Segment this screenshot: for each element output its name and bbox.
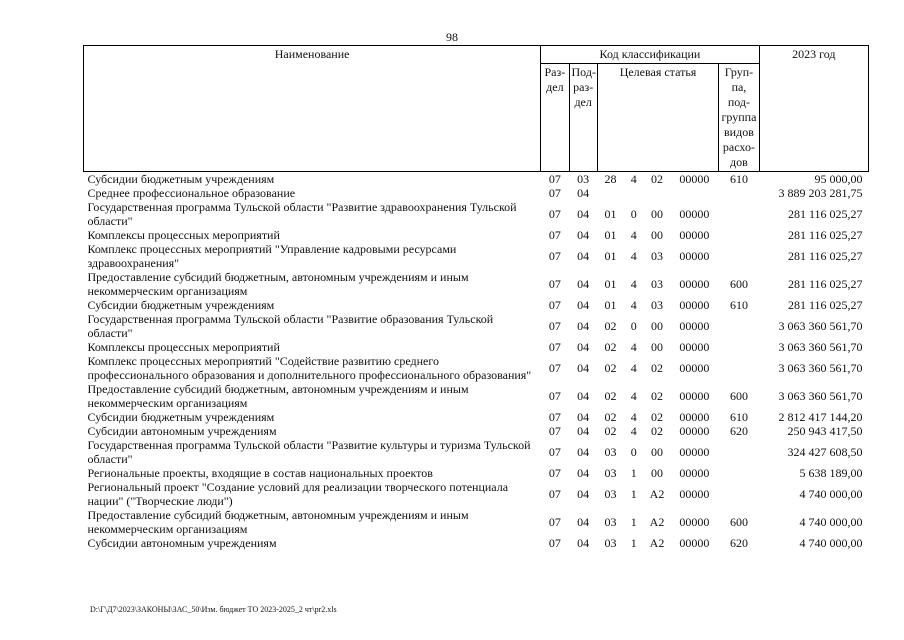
row-subsection: 04	[577, 389, 590, 403]
row-amount: 281 116 025,27	[787, 207, 863, 221]
row-section: 07	[548, 466, 561, 480]
table-row	[84, 480, 869, 508]
row-section: 07	[548, 445, 561, 459]
row-expense-group: 620	[729, 424, 748, 438]
row-direction: 00000	[679, 466, 710, 480]
row-subsection: 04	[577, 536, 590, 550]
row-direction: 00000	[679, 228, 710, 242]
row-subsection: 04	[577, 445, 590, 459]
row-subprogram: 0	[630, 207, 637, 221]
header-section: Раз-дел	[541, 64, 569, 172]
row-name: Предоставление субсидий бюджетным, автономным учреждениям и иным некоммерческим организациям	[87, 382, 469, 410]
row-section: 07	[548, 424, 561, 438]
row-amount: 4 740 000,00	[799, 487, 863, 501]
table-row	[84, 340, 869, 354]
row-subprogram: 4	[630, 424, 637, 438]
row-name: Субсидии бюджетным учреждениям	[87, 410, 275, 424]
row-expense-group: 600	[729, 277, 748, 291]
row-subprogram: 0	[630, 445, 637, 459]
row-subprogram: 1	[630, 466, 637, 480]
row-expense-group: 610	[729, 410, 748, 424]
row-expense-group	[719, 312, 760, 340]
row-direction: 00000	[679, 445, 710, 459]
page-number: 98	[446, 30, 458, 44]
row-amount: 4 740 000,00	[799, 536, 863, 550]
table-row	[84, 312, 869, 340]
row-program: 01	[604, 228, 617, 242]
row-direction: 00000	[679, 172, 710, 186]
table-row	[84, 508, 869, 536]
row-expense-group: 610	[729, 298, 748, 312]
row-amount: 4 740 000,00	[799, 515, 863, 529]
row-direction: 00000	[679, 361, 710, 375]
row-program: 02	[604, 424, 617, 438]
table-row	[84, 382, 869, 410]
row-amount: 2 812 417 144,20	[778, 410, 863, 424]
row-expense-group	[719, 466, 760, 480]
row-direction: 00000	[679, 389, 710, 403]
row-name: Комплекс процессных мероприятий "Содействие развитию среднего профессионального образования и дополнительного профессионального образования"	[87, 354, 532, 382]
row-amount: 281 116 025,27	[787, 298, 863, 312]
header-group: Груп-па, под-группа видов расхо-дов	[719, 64, 760, 172]
row-subprogram: 1	[630, 487, 637, 501]
row-program: 01	[604, 277, 617, 291]
row-direction: 00000	[679, 487, 710, 501]
row-program: 01	[604, 298, 617, 312]
row-amount: 3 063 360 561,70	[778, 340, 863, 354]
row-subsection: 04	[577, 186, 590, 200]
header-subsection: Под-раз-дел	[569, 64, 597, 172]
row-event: 02	[650, 389, 663, 403]
row-subprogram: 0	[630, 319, 637, 333]
row-section: 07	[548, 515, 561, 529]
row-direction: 00000	[679, 207, 710, 221]
table-row	[84, 186, 869, 200]
row-expense-group	[719, 354, 760, 382]
row-subprogram: 4	[630, 389, 637, 403]
row-amount: 3 063 360 561,70	[778, 319, 863, 333]
row-name: Субсидии автономным учреждениям	[87, 536, 277, 550]
row-section: 07	[548, 361, 561, 375]
row-event: A2	[649, 487, 665, 501]
row-subsection: 03	[577, 172, 590, 186]
table-row	[84, 438, 869, 466]
row-subprogram	[624, 186, 644, 200]
row-event: 00	[650, 207, 663, 221]
row-event: 00	[650, 466, 663, 480]
table-row	[84, 298, 869, 312]
row-name: Среднее профессиональное образование	[87, 186, 296, 200]
row-name: Государственная программа Тульской области "Развитие образования Тульской области"	[87, 312, 494, 340]
row-event: 03	[650, 277, 663, 291]
row-event: A2	[649, 515, 665, 529]
row-event: 00	[650, 319, 663, 333]
row-subprogram: 1	[630, 515, 637, 529]
table-row	[84, 172, 869, 187]
row-program: 03	[604, 515, 617, 529]
row-expense-group: 610	[729, 172, 748, 186]
row-amount: 250 943 417,50	[787, 424, 863, 438]
row-expense-group	[719, 186, 760, 200]
row-subprogram: 4	[630, 410, 637, 424]
row-amount: 5 638 189,00	[799, 466, 863, 480]
row-direction: 00000	[679, 410, 710, 424]
row-subsection: 04	[577, 466, 590, 480]
row-direction	[670, 186, 719, 200]
row-subprogram: 4	[630, 228, 637, 242]
table-row	[84, 466, 869, 480]
row-program: 02	[604, 410, 617, 424]
row-subsection: 04	[577, 340, 590, 354]
row-event: 02	[650, 361, 663, 375]
row-expense-group	[719, 200, 760, 228]
row-program: 01	[604, 207, 617, 221]
header-name: Наименование	[84, 46, 541, 172]
row-subsection: 04	[577, 487, 590, 501]
row-section: 07	[548, 277, 561, 291]
row-subsection: 04	[577, 207, 590, 221]
header-code-classification: Код классификации	[541, 46, 760, 64]
header-target-article: Целевая статья	[597, 64, 718, 172]
row-program	[597, 186, 623, 200]
row-subsection: 04	[577, 298, 590, 312]
row-event: 03	[650, 249, 663, 263]
row-expense-group: 620	[729, 536, 748, 550]
row-expense-group: 600	[729, 389, 748, 403]
row-expense-group	[719, 242, 760, 270]
row-section: 07	[548, 186, 561, 200]
row-subprogram: 4	[630, 340, 637, 354]
row-event: 02	[650, 424, 663, 438]
row-direction: 00000	[679, 277, 710, 291]
row-subsection: 04	[577, 228, 590, 242]
row-subsection: 04	[577, 361, 590, 375]
row-expense-group	[719, 340, 760, 354]
row-program: 03	[604, 536, 617, 550]
row-subprogram: 4	[630, 249, 637, 263]
row-event: 02	[650, 410, 663, 424]
row-section: 07	[548, 389, 561, 403]
row-section: 07	[548, 172, 561, 186]
file-path-footer: D:\Г\Д7\2023\ЗАКОНЫ\ЗАС_50\Изм. бюджет ТО 2023-2025_2 чт\pr2.xls	[90, 605, 337, 614]
row-name: Комплекс процессных мероприятий "Управление кадровыми ресурсами здравоохранения"	[87, 242, 457, 270]
table-row	[84, 354, 869, 382]
row-direction: 00000	[679, 249, 710, 263]
row-direction: 00000	[679, 319, 710, 333]
row-name: Предоставление субсидий бюджетным, автономным учреждениям и иным некоммерческим организациям	[87, 270, 469, 298]
row-amount: 281 116 025,27	[787, 228, 863, 242]
row-direction: 00000	[679, 340, 710, 354]
row-subsection: 04	[577, 249, 590, 263]
row-amount: 3 063 360 561,70	[778, 361, 863, 375]
table-row	[84, 228, 869, 242]
row-program: 03	[604, 487, 617, 501]
row-name: Региональный проект "Создание условий для реализации творческого потенциала нации" ("Творческие люди")	[87, 480, 509, 508]
table-row	[84, 410, 869, 424]
row-event	[644, 186, 670, 200]
row-program: 02	[604, 340, 617, 354]
row-program: 02	[604, 319, 617, 333]
row-program: 02	[604, 389, 617, 403]
row-amount: 281 116 025,27	[787, 277, 863, 291]
row-subprogram: 4	[630, 298, 637, 312]
row-event: A2	[649, 536, 665, 550]
row-expense-group	[719, 228, 760, 242]
header-year: 2023 год	[759, 46, 868, 172]
row-program: 03	[604, 445, 617, 459]
table-body	[84, 172, 869, 551]
row-amount: 281 116 025,27	[787, 249, 863, 263]
row-section: 07	[548, 298, 561, 312]
row-direction: 00000	[679, 515, 710, 529]
row-name: Региональные проекты, входящие в состав национальных проектов	[87, 466, 433, 480]
row-direction: 00000	[679, 424, 710, 438]
row-subsection: 04	[577, 515, 590, 529]
row-amount: 324 427 608,50	[787, 445, 863, 459]
row-event: 00	[650, 228, 663, 242]
row-section: 07	[548, 228, 561, 242]
row-direction: 00000	[679, 536, 710, 550]
table-row	[84, 242, 869, 270]
row-subsection: 04	[577, 319, 590, 333]
row-amount: 3 063 360 561,70	[778, 389, 863, 403]
row-section: 07	[548, 249, 561, 263]
row-amount: 3 889 203 281,75	[778, 186, 863, 200]
row-direction: 00000	[679, 298, 710, 312]
row-event: 00	[650, 445, 663, 459]
row-subprogram: 4	[630, 361, 637, 375]
row-section: 07	[548, 410, 561, 424]
row-name: Государственная программа Тульской области "Развитие здравоохранения Тульской области"	[87, 200, 517, 228]
budget-table	[83, 45, 869, 550]
table-row	[84, 200, 869, 228]
row-expense-group	[719, 438, 760, 466]
row-subsection: 04	[577, 410, 590, 424]
row-name: Государственная программа Тульской области "Развитие культуры и туризма Тульской области"	[87, 438, 531, 466]
table-row	[84, 424, 869, 438]
row-subprogram: 4	[630, 172, 637, 186]
table-row	[84, 270, 869, 298]
row-amount: 95 000,00	[814, 172, 863, 186]
row-program: 01	[604, 249, 617, 263]
row-subprogram: 1	[630, 536, 637, 550]
row-program: 28	[604, 172, 617, 186]
row-program: 03	[604, 466, 617, 480]
row-section: 07	[548, 536, 561, 550]
row-program: 02	[604, 361, 617, 375]
row-expense-group	[719, 480, 760, 508]
row-event: 03	[650, 298, 663, 312]
row-name: Субсидии автономным учреждениям	[87, 424, 277, 438]
row-name: Комплексы процессных мероприятий	[87, 340, 280, 354]
table-row	[84, 536, 869, 550]
row-name: Предоставление субсидий бюджетным, автономным учреждениям и иным некоммерческим организациям	[87, 508, 469, 536]
row-event: 00	[650, 340, 663, 354]
row-subsection: 04	[577, 277, 590, 291]
row-name: Субсидии бюджетным учреждениям	[87, 172, 275, 186]
row-subsection: 04	[577, 424, 590, 438]
row-subprogram: 4	[630, 277, 637, 291]
row-name: Комплексы процессных мероприятий	[87, 228, 280, 242]
row-event: 02	[650, 172, 663, 186]
row-section: 07	[548, 319, 561, 333]
row-section: 07	[548, 340, 561, 354]
row-section: 07	[548, 207, 561, 221]
row-section: 07	[548, 487, 561, 501]
row-name: Субсидии бюджетным учреждениям	[87, 298, 275, 312]
row-expense-group: 600	[729, 515, 748, 529]
